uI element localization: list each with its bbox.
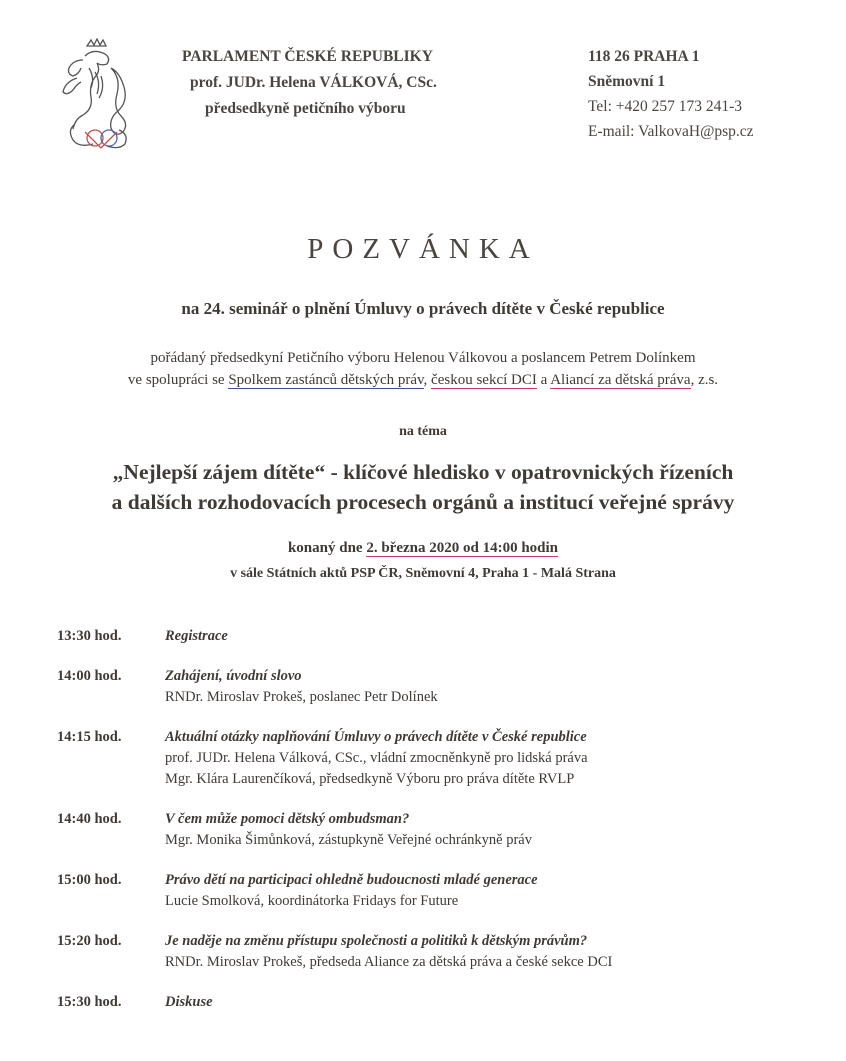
agenda-item [57,992,797,1013]
agenda-topic: Zahájení, úvodní slovo [165,668,302,684]
topic-line1: „Nejlepší zájem dítěte“ - klíčové hledisko v opatrovnických řízeních [112,460,734,484]
agenda-time: 15:30 hod. [57,994,122,1010]
agenda-item [57,870,797,912]
agenda-item [57,666,797,708]
agenda-body [165,727,797,790]
agenda-body [165,931,797,973]
agenda-speaker: prof. JUDr. Helena Válková, CSc., vládní zmocněnkyně pro lidská práva [165,750,588,766]
agenda-time: 14:00 hod. [57,668,122,684]
organizer-text [0,347,846,391]
agenda-item [57,727,797,790]
event-venue: v sále Státních aktů PSP ČR, Sněmovní 4, Praha 1 - Malá Strana [230,566,616,581]
agenda-time: 15:00 hod. [57,872,122,888]
agenda-speaker: RNDr. Miroslav Prokeš, poslanec Petr Dolínek [165,689,438,705]
agenda-time: 14:40 hod. [57,811,122,827]
institution-name: PARLAMENT ČESKÉ REPUBLIKY [182,48,433,65]
agenda-time: 15:20 hod. [57,933,122,949]
agenda-body [165,809,797,851]
organizer-line1: pořádaný předsedkyní Petičního výboru Helenou Válkovou a poslancem Petrem Dolínkem [150,350,696,366]
partner-dci: českou sekcí DCI [431,372,537,388]
partner-aliance: Aliancí za dětská práva [550,372,691,388]
agenda-item [57,931,797,973]
topic-line2: a dalších rozhodovacích procesech orgánů a institucí veřejné správy [111,490,735,514]
partner-spolek: Spolkem zastánců dětských práv [228,372,424,388]
agenda-topic: Diskuse [165,994,213,1010]
czech-lion-logo-icon [55,38,147,150]
letterhead-left [182,44,437,122]
agenda-body [165,870,797,912]
theme-label: na téma [399,424,447,439]
date-value: 2. března 2020 od 14:00 hodin [366,540,559,556]
agenda [57,626,797,1032]
letterhead-contact [588,44,754,144]
separator: a [536,372,551,388]
agenda-time: 14:15 hod. [57,729,122,745]
agenda-body [165,992,797,1013]
email: E-mail: ValkovaH@psp.cz [588,123,754,140]
organizer-suffix: , z.s. [690,372,719,388]
seminar-topic [0,457,846,517]
person-name: prof. JUDr. Helena VÁLKOVÁ, CSc. [190,74,437,91]
agenda-topic: V čem může pomoci dětský ombudsman? [165,811,410,827]
agenda-item [57,626,797,647]
document-title: POZVÁNKA [307,233,539,265]
phone: Tel: +420 257 173 241-3 [588,98,743,115]
agenda-body [165,666,797,708]
agenda-item [57,809,797,851]
agenda-time: 13:30 hod. [57,628,122,644]
agenda-body [165,626,797,647]
organizer-prefix: ve spolupráci se [127,372,229,388]
agenda-topic: Aktuální otázky naplňování Úmluvy o právech dítěte v České republice [165,729,587,745]
agenda-speaker: Mgr. Klára Laurenčíková, předsedkyně Výboru pro práva dítěte RVLP [165,771,575,787]
event-date [0,540,846,557]
agenda-topic: Je naděje na změnu přístupu společnosti a politiků k dětským právům? [165,933,588,949]
agenda-speaker: Lucie Smolková, koordinátorka Fridays for Future [165,893,459,909]
agenda-speaker: RNDr. Miroslav Prokeš, předseda Aliance za dětská práva a české sekce DCI [165,954,613,970]
address-line2: Sněmovní 1 [588,73,666,90]
address-line1: 118 26 PRAHA 1 [588,48,700,65]
agenda-topic: Právo dětí na participaci ohledně budoucnosti mladé generace [165,872,538,888]
agenda-topic: Registrace [165,628,228,644]
agenda-speaker: Mgr. Monika Šimůnková, zástupkyně Veřejné ochránkyně práv [165,832,532,848]
document-subtitle: na 24. seminář o plnění Úmluvy o právech dítěte v České republice [181,299,665,318]
date-prefix: konaný dne [287,540,367,556]
person-role: předsedkyně petičního výboru [205,100,406,117]
separator: , [423,372,432,388]
organizer-line2 [0,369,846,391]
